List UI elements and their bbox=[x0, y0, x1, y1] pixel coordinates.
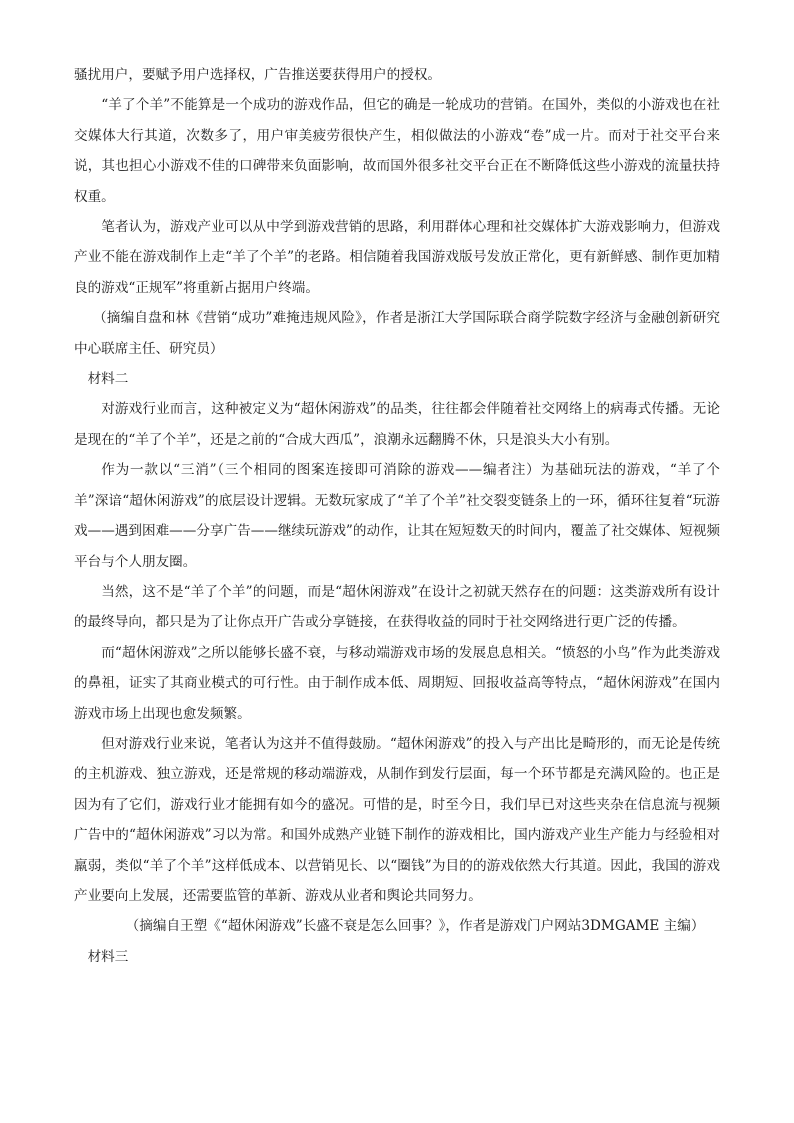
paragraph-three-match: 作为一款以“三消”（三个相同的图案连接即可消除的游戏——编者注）为基础玩法的游戏，“羊了个羊”深谙“超休闲游戏”的底层设计逻辑。无数玩家成了“羊了个羊”社交裂变链条上的一环，循环往复着“玩游戏——遇到困难——分享广告——继续玩游戏”的动作，让其在短短数天的时间内，覆盖了社交媒体、短视频平台与个人朋友圈。 bbox=[74, 462, 720, 570]
paragraph-yang-marketing: “羊了个羊”不能算是一个成功的游戏作品，但它的确是一轮成功的营销。在国外，类似的小游戏也在社交媒体大行其道，次数多了，用户审美疲劳很快产生，相似做法的小游戏“卷”成一片。而对于社交平台来说，其也担心小游戏不佳的口碑带来负面影响，故而国外很多社交平台正在不断降低这些小游戏的流量扶持权重。 bbox=[74, 97, 720, 205]
material-three-heading: 材料三 bbox=[87, 948, 129, 965]
document-page bbox=[74, 60, 720, 972]
paragraph-market-development: 而“超休闲游戏”之所以能够长盛不衰，与移动端游戏市场的发展息息相关。“愤怒的小鸟”作为此类游戏的鼻祖，证实了其商业模式的可行性。由于制作成本低、周期短、回报收益高等特点，“超休闲游戏”在国内游戏市场上出现也愈发频繁。 bbox=[74, 644, 720, 722]
paragraph-hypercasual-definition: 对游戏行业而言，这种被定义为“超休闲游戏”的品类，往往都会伴随着社交网络上的病毒式传播。无论是现在的“羊了个羊”，还是之前的“合成大西瓜”，浪潮永远翻腾不休，只是浪头大小有别。 bbox=[74, 401, 720, 448]
source-citation-2: （摘编自王塑《“超休闲游戏”长盛不衰是怎么回事？》，作者是游戏门户网站3DMGAME 主编） bbox=[125, 918, 705, 935]
paragraph-design-problem: 当然，这不是“羊了个羊”的问题，而是“超休闲游戏”在设计之初就天然存在的问题：这类游戏所有设计的最终导向，都只是为了让你点开广告或分享链接，在获得收益的同时于社交网络进行更广泛的传播。 bbox=[74, 583, 720, 631]
material-two-heading: 材料二 bbox=[87, 371, 129, 388]
paragraph-author-view: 笔者认为，游戏产业可以从中学到游戏营销的思路，利用群体心理和社交媒体扩大游戏影响力，但游戏产业不能在游戏制作上走“羊了个羊”的老路。相信随着我国游戏版号发放正常化，更有新鲜感、制作更加精良的游戏“正规军”将重新占据用户终端。 bbox=[74, 219, 720, 296]
paragraph-continuation: 骚扰用户，要赋予用户选择权，广告推送要获得用户的授权。 bbox=[74, 67, 442, 83]
paragraph-industry-view: 但对游戏行业来说，笔者认为这并不值得鼓励。“超休闲游戏”的投入与产出比是畸形的，而无论是传统的主机游戏、独立游戏，还是常规的移动端游戏，从制作到发行层面，每一个环节都是充满风险的。也正是因为有了它们，游戏行业才能拥有如今的盛况。可惜的是，时至今日，我们早已对这些夹杂在信息流与视频广告中的“超休闲游戏”习以为常。和国外成熟产业链下制作的游戏相比，国内游戏产业生产能力与经验相对羸弱，类似“羊了个羊”这样低成本、以营销见长、以“圈钱”为目的的游戏依然大行其道。因此，我国的游戏产业要向上发展，还需要监管的革新、游戏从业者和舆论共同努力。 bbox=[74, 735, 720, 904]
source-citation-1: （摘编自盘和林《营销“成功”难掩违规风险》，作者是浙江大学国际联合商学院数字经济与金融创新研究中心联席主任、研究员） bbox=[74, 310, 720, 357]
